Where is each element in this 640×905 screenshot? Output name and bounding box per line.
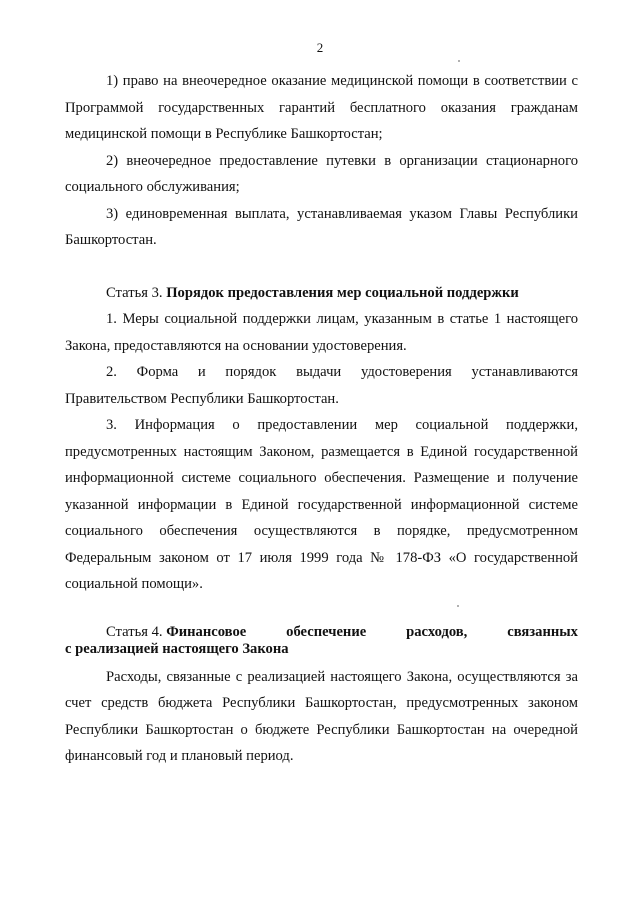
article-3-prefix: Статья 3.	[106, 284, 167, 301]
scan-speck	[458, 60, 460, 62]
article-4-title-line2: с реализацией настоящего Закона	[65, 640, 289, 657]
article-3-title: Порядок предоставления мер социальной поддержки	[166, 284, 519, 301]
list-item-3: 3) единовременная выплата, устанавливаемая указом Главы Республики Башкортостан.	[65, 205, 578, 248]
article-3-paragraph-3: 3. Информация о предоставлении мер социальной поддержки, предусмотренных настоящим Законом, размещается в Единой государственной информационной системе социального обеспечения. Размещение и получение указанной информации в Единой государственной информационной системе социального обеспечения осуществляются в порядке, предусмотренном Федеральным законом от 17 июля 1999 года № 178-ФЗ «О государственной социальной помощи».	[65, 417, 578, 592]
article-3-paragraph-2: 2. Форма и порядок выдачи удостоверения устанавливаются Правительством Республики Башкортостан.	[65, 364, 578, 407]
article-4-prefix-and-word1: Статья 4. Финансовое	[106, 623, 247, 640]
page-number: 2	[316, 40, 324, 55]
scan-speck	[457, 605, 459, 607]
article-4-word4: связанных	[507, 623, 578, 640]
list-item-2: 2) внеочередное предоставление путевки в организации стационарного социального обслуживания;	[65, 152, 578, 195]
spacer	[65, 598, 578, 624]
article-4-paragraph: Расходы, связанные с реализацией настоящего Закона, осуществляются за счет средств бюджета Республики Башкортостан, предусмотренных законом Республики Башкортостан о бюджете Республики Башкортостан на очередной финансовый год и плановый период.	[65, 668, 578, 764]
document-body	[65, 68, 578, 770]
list-item-1: 1) право на внеочередное оказание медицинской помощи в соответствии с Программой государственных гарантий бесплатного оказания гражданам медицинской помощи в Республике Башкортостан;	[65, 73, 578, 142]
article-4-heading	[65, 624, 578, 658]
article-4-word2: обеспечение	[286, 623, 367, 640]
article-4-word3: расходов,	[406, 623, 468, 640]
spacer	[65, 254, 578, 280]
article-3-heading	[65, 280, 578, 307]
article-3-paragraph-1: 1. Меры социальной поддержки лицам, указанным в статье 1 настоящего Закона, предоставляются на основании удостоверения.	[65, 311, 578, 354]
